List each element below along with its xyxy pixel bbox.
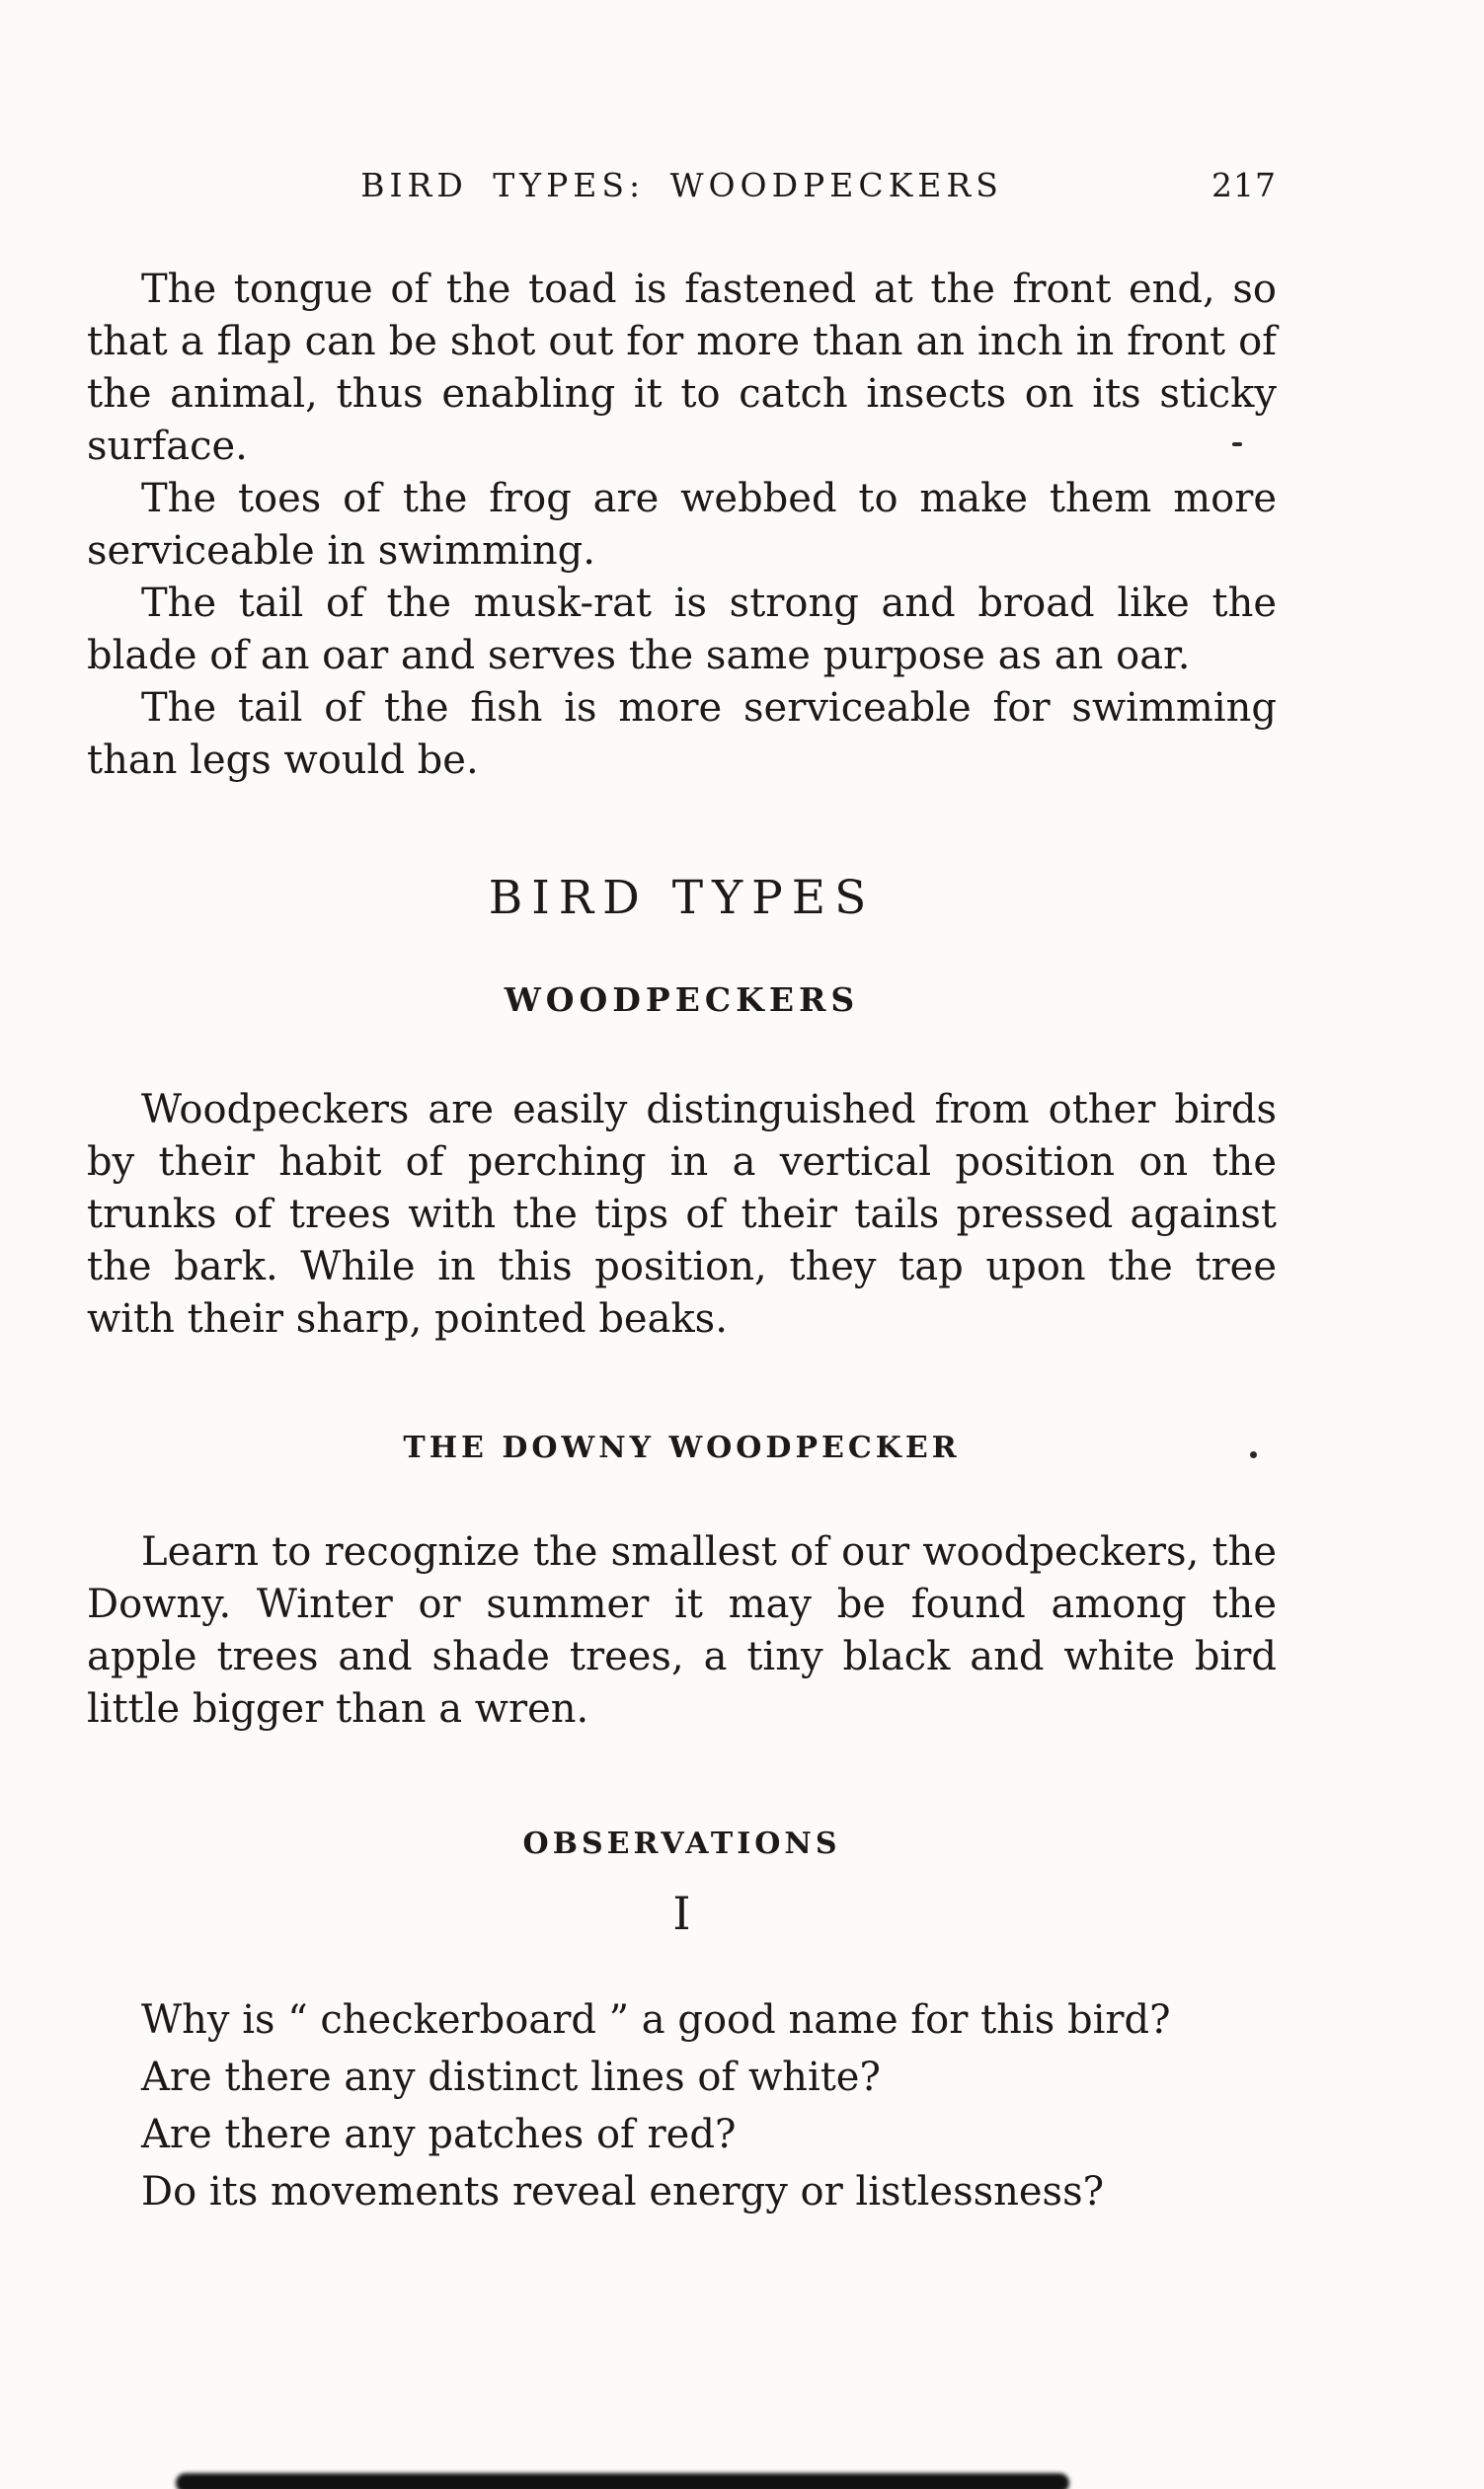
running-head [87, 166, 1277, 204]
section-heading-woodpeckers: WOODPECKERS [504, 980, 860, 1019]
scan-dot-artifact [1250, 1451, 1257, 1458]
paragraph-woodpeckers-intro: Woodpeckers are easily distinguished from other birds by their habit of perching in a vertical position on the trunks of trees with the tips of their tails pressed against the bark. While in this position, they tap upon the tree with their sharp, pointed beaks. [87, 1087, 1277, 1342]
paragraph-toad-tongue: The tongue of the toad is fastened at the front end, so that a flap can be shot out for more than an inch in front of the animal, thus enabling it to catch insects on its sticky surface. [87, 267, 1277, 469]
paragraph-muskrat-tail: The tail of the musk-rat is strong and broad like the blade of an oar and serves the same purpose as an oar. [87, 581, 1277, 678]
text-block [87, 166, 1277, 2220]
scan-speck-artifact [1232, 442, 1242, 446]
scan-edge-artifact [176, 2473, 1069, 2489]
question-white-lines: Are there any distinct lines of white? [141, 2055, 881, 2100]
paragraph-fish-tail: The tail of the fish is more serviceable for swimming than legs would be. [87, 685, 1277, 783]
sub-heading-observations: OBSERVATIONS [522, 1827, 841, 1861]
page-number: 217 [1211, 166, 1277, 204]
paragraph-downy-woodpecker: Learn to recognize the smallest of our woodpeckers, the Downy. Winter or summer it may be found among the apple trees and shade trees, a tiny black and white bird little bigger than a wren. [87, 1529, 1277, 1732]
sub-heading-downy-woodpecker: THE DOWNY WOODPECKER [403, 1431, 961, 1465]
question-checkerboard: Why is “ checkerboard ” a good name for this bird? [141, 1997, 1171, 2043]
observation-numeral: I [672, 1887, 691, 1940]
paragraph-frog-toes: The toes of the frog are webbed to make them more serviceable in swimming. [87, 476, 1277, 574]
running-head-title: BIRD TYPES: WOODPECKERS [360, 166, 1003, 204]
chapter-heading-bird-types: BIRD TYPES [488, 871, 876, 925]
question-red-patches: Are there any patches of red? [141, 2112, 737, 2157]
question-movements: Do its movements reveal energy or listlessness? [141, 2169, 1105, 2215]
